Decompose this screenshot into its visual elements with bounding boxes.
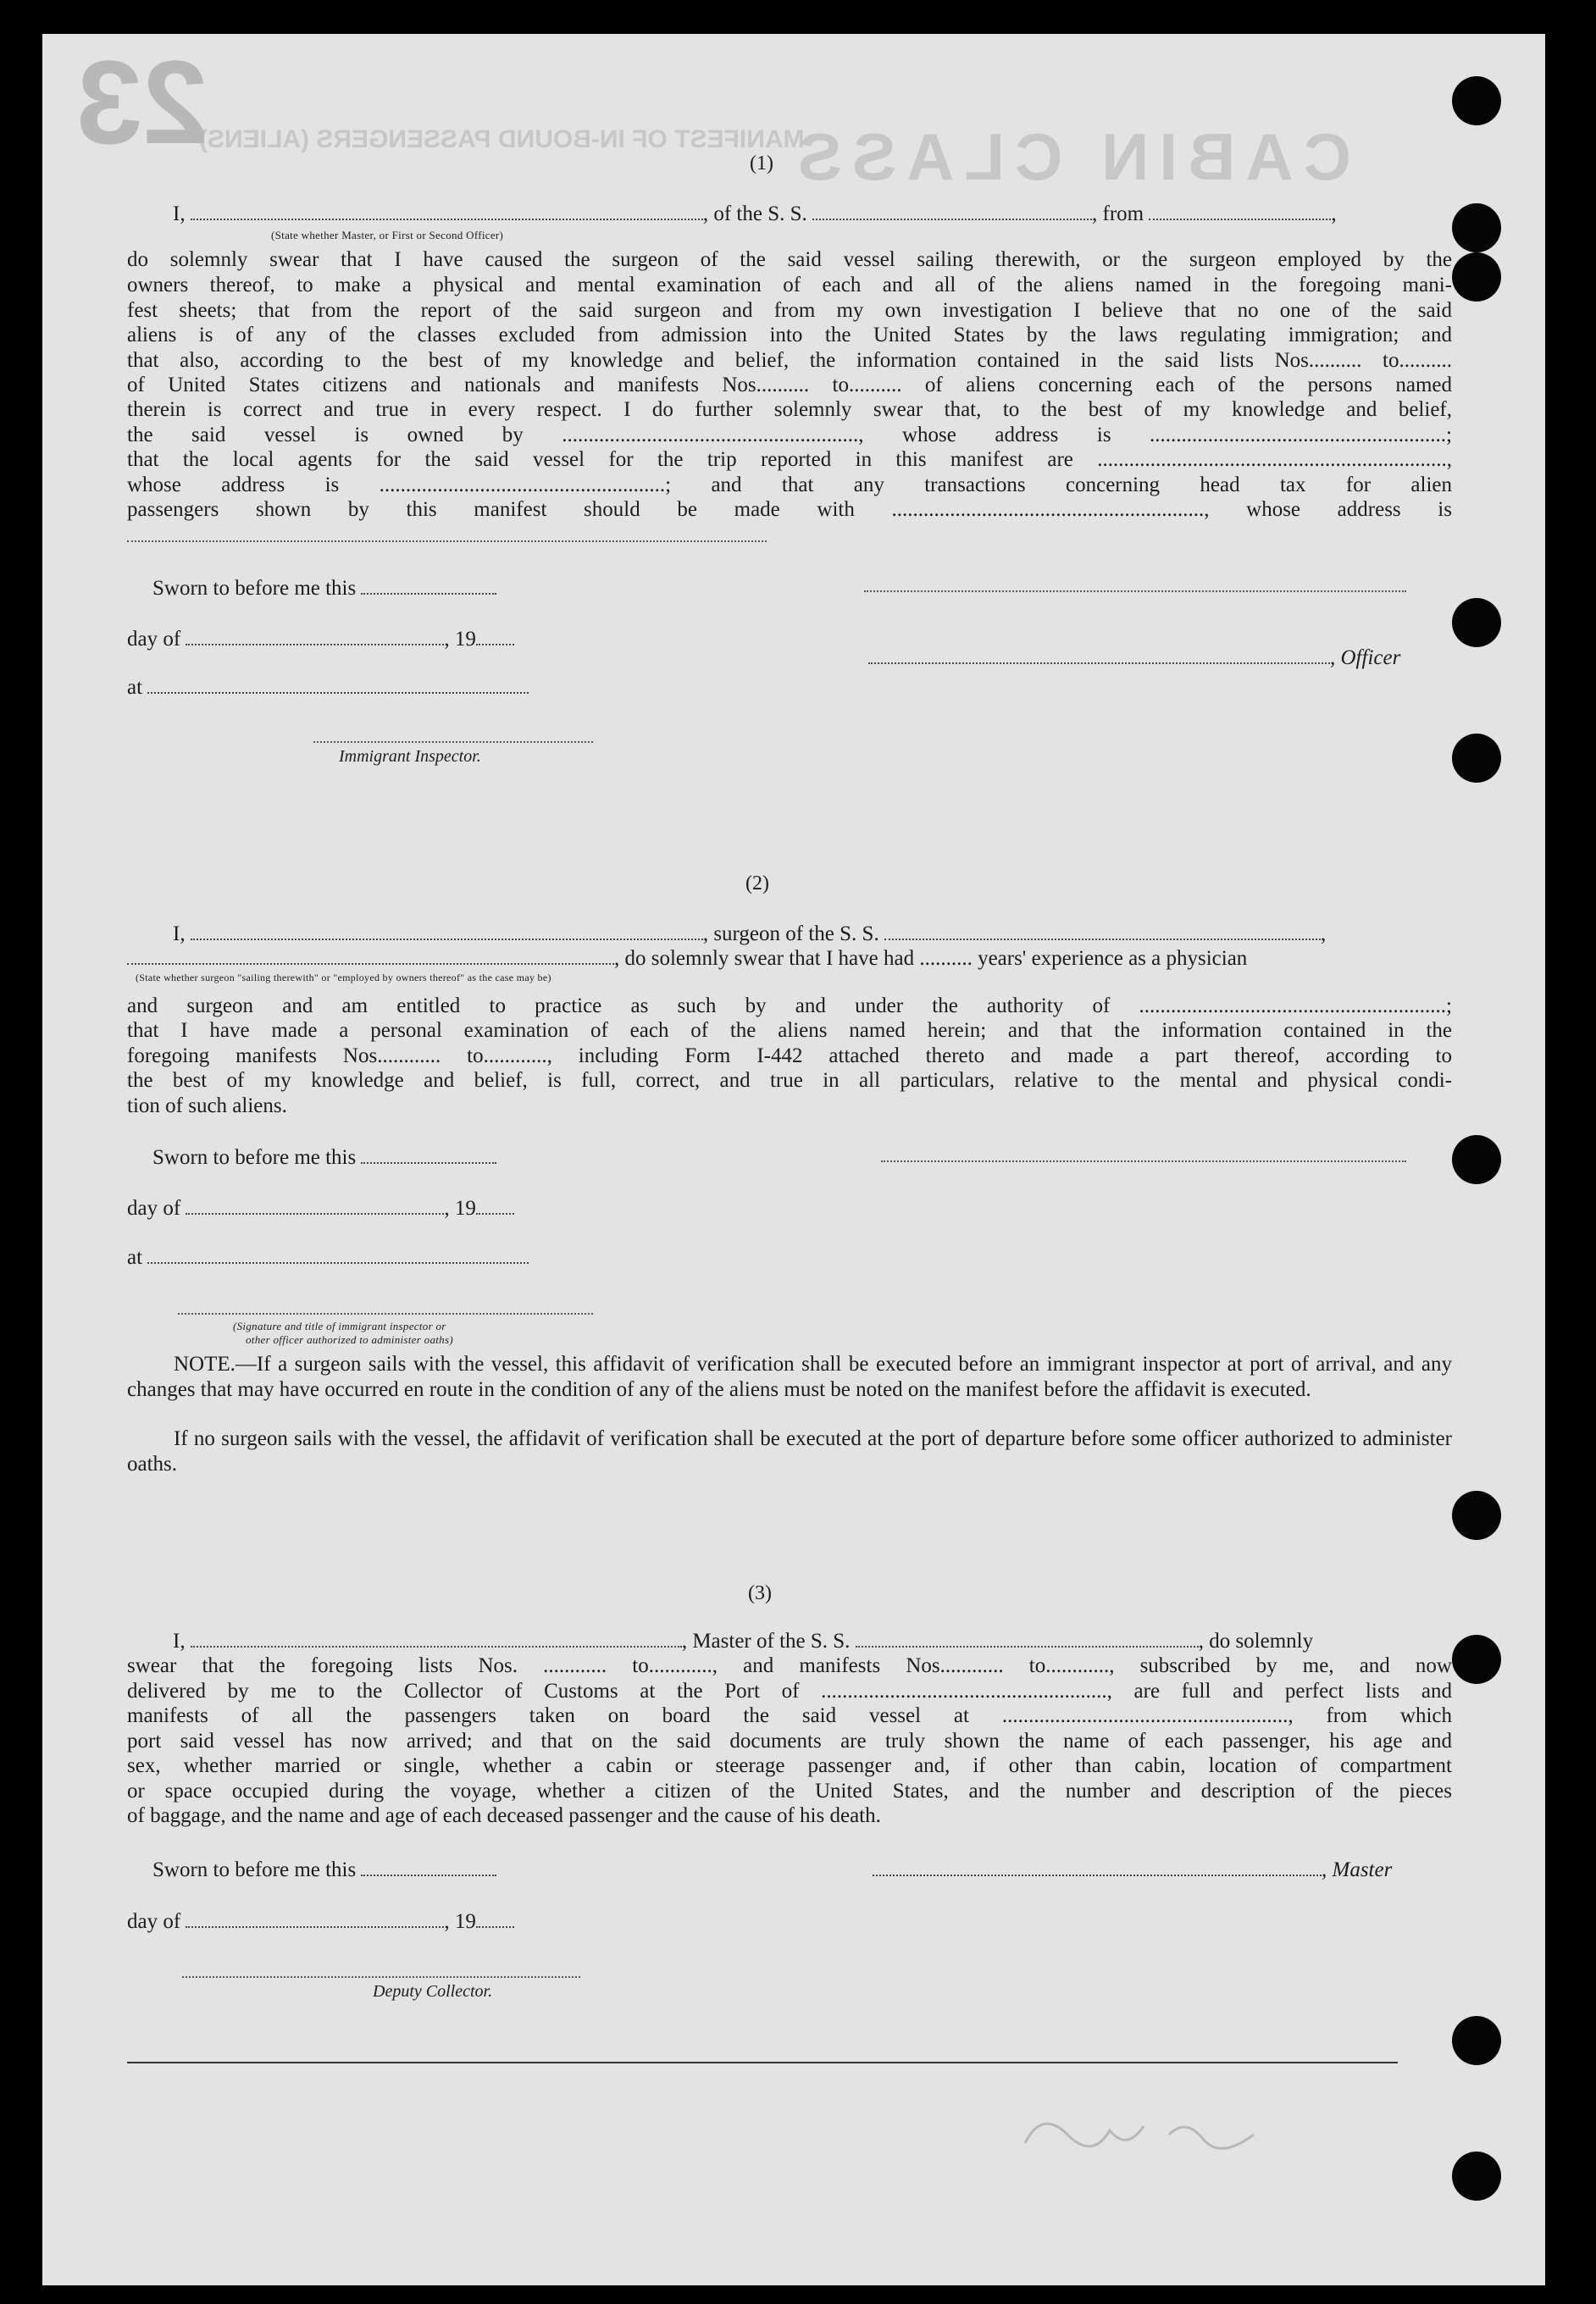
manifest-page: [42, 34, 1545, 2285]
punch-hole: [1452, 598, 1501, 647]
s1-from-field: [1149, 202, 1331, 220]
punch-hole: [1452, 2152, 1501, 2201]
s3-body-line-4: port said vessel has now arrived; and that on the said documents are truly shown the name of each passenger, his age and: [127, 1730, 1452, 1753]
punch-hole: [1452, 1135, 1501, 1184]
s3-master-sign-field: [873, 1858, 1322, 1876]
s3-master-sign-line: [873, 1858, 1392, 1883]
s1-day-label: day of: [127, 628, 181, 651]
s1-body-line-2: owners thereof, to make a physical and mental examination of each and all of the aliens named in the foregoing mani-: [127, 274, 1452, 296]
s2-surgeon-status-field: [127, 946, 614, 965]
s2-inspector-rule: [178, 1313, 593, 1315]
s3-day-field: [186, 1909, 444, 1928]
s2-note-1: NOTE.—If a surgeon sails with the vessel, this affidavit of verification shall be executed before an immigrant inspector at port of arrival, and any changes that may have occurred en route in the condition of any of the aliens must be noted on the manifest before the affidavit is executed.: [127, 1353, 1452, 1401]
s2-body-line-1: and surgeon and am entitled to practice as such by and under the authority of ..........................................................;: [127, 994, 1452, 1017]
punch-hole: [1452, 252, 1501, 302]
s1-sworn-label: Sworn to before me this: [152, 577, 357, 600]
s2-body-line-5: tion of such aliens.: [127, 1094, 287, 1117]
punch-hole: [1452, 1635, 1501, 1684]
s2-note-2: If no surgeon sails with the vessel, the affidavit of verification shall be executed at the port of departure before some officer authorized to administer oaths.: [127, 1427, 1452, 1476]
s2-day-line: [127, 1196, 514, 1221]
s3-line1: [173, 1629, 1313, 1654]
s3-day-line: [127, 1909, 514, 1935]
s3-year-field: [476, 1909, 514, 1928]
s2-sworn-line: [152, 1145, 496, 1171]
s3-master-label: , Master of the S. S.: [681, 1630, 851, 1653]
s2-signature-rule: [881, 1160, 1406, 1162]
faint-signature-scribble: [1017, 2101, 1271, 2168]
s2-year-label: , 19: [444, 1197, 476, 1220]
s2-surgeon-name-field: [191, 922, 703, 940]
s2-line1: I, , surgeon of the S. S. ,: [173, 922, 1327, 945]
s2-surgeon-label: , surgeon of the S. S.: [702, 922, 879, 945]
s3-body-line-6: or space occupied during the voyage, whether a citizen of the United States, and the number and description of the pieces: [127, 1780, 1452, 1803]
s3-i-label: I,: [173, 1630, 186, 1653]
punch-hole: [1452, 1491, 1501, 1540]
s1-sworn-line: [152, 576, 496, 601]
s1-line1: I, , of the S. S. , from ,: [173, 202, 1337, 225]
s3-solemnly-label: , do solemnly: [1198, 1630, 1314, 1653]
s1-signature-rule: [864, 590, 1406, 592]
s2-line2-text: , do solemnly swear that I have had .......... years' experience as a physician: [614, 947, 1248, 970]
s3-day-label: day of: [127, 1910, 181, 1933]
s1-body-line-10: whose address is ......................................................; and that any transactions concerning head tax for alien: [127, 474, 1452, 496]
s1-body-line-5: that also, according to the best of my knowledge and belief, the information contained in the said lists Nos.......... to..........: [127, 349, 1452, 372]
s1-inspector-label: Immigrant Inspector.: [339, 747, 481, 766]
bleed-through-cabin-class: CABIN CLASS: [788, 119, 1352, 194]
punch-hole: [1452, 2016, 1501, 2065]
s2-day-label: day of: [127, 1197, 181, 1220]
s1-of-ss-label: , of the S. S.: [702, 202, 807, 225]
s1-officer-name-field: [191, 202, 703, 220]
s1-year-field: [476, 627, 514, 645]
s1-body-line-11: passengers shown by this manifest should be made with ..........................................................., whose address is: [127, 498, 1452, 521]
section-2-number: (2): [745, 872, 769, 894]
s3-body-line-2: delivered by me to the Collector of Customs at the Port of ......................................................, are full and perfect lists and: [127, 1680, 1452, 1703]
s1-body-line-1: do solemnly swear that I have caused the surgeon of the said vessel sailing therewith, or the surgeon employed by the: [127, 248, 1452, 271]
s3-sworn-line: [152, 1858, 496, 1883]
s2-line2: [127, 946, 1247, 972]
s1-i-label: I,: [173, 202, 186, 225]
section-1-number: (1): [750, 152, 773, 174]
s1-body-line-9: that the local agents for the said vessel for the trip reported in this manifest are ..................................................................,: [127, 448, 1452, 471]
s1-from-label: , from: [1092, 202, 1144, 225]
s2-signature-note-2: other officer authorized to administer oaths): [246, 1333, 453, 1346]
s2-sworn-label: Sworn to before me this: [152, 1146, 357, 1169]
s2-body-line-3: foregoing manifests Nos............ to............, including Form I-442 attached thereto and made a part thereof, according to: [127, 1044, 1452, 1067]
s3-sworn-label: Sworn to before me this: [152, 1858, 357, 1881]
s3-body-line-5: sex, whether married or single, whether a cabin or steerage passenger and, if other than cabin, location of compartment: [127, 1754, 1452, 1777]
s3-body-line-1: swear that the foregoing lists Nos. ............ to............, and manifests Nos............ to............, subscribed by me, and now: [127, 1654, 1452, 1677]
s2-vessel-field: [884, 922, 1321, 940]
s2-at-field: [147, 1245, 529, 1264]
s1-day-line: [127, 627, 514, 652]
s3-deputy-rule: [182, 1976, 580, 1978]
section-3-number: (3): [748, 1582, 772, 1604]
s1-continuation-rule: [127, 540, 767, 542]
s1-officer-note: (State whether Master, or First or Second Officer): [271, 229, 504, 241]
s2-year-field: [476, 1196, 514, 1215]
s1-year-label: , 19: [444, 628, 476, 651]
page-number-stamp: 23: [76, 36, 208, 169]
s1-at-field: [147, 675, 529, 694]
s1-body-line-7: therein is correct and true in every respect. I do further solemnly swear that, to the best of my knowledge and belief,: [127, 398, 1452, 421]
s3-year-label: , 19: [444, 1910, 476, 1933]
s2-surgeon-note: (State whether surgeon "sailing therewith" or "employed by owners thereof" as the case may be): [136, 972, 551, 983]
punch-hole: [1452, 203, 1501, 252]
s1-at-label: at: [127, 676, 143, 699]
s3-body-line-7: of baggage, and the name and age of each deceased passenger and the cause of his death.: [127, 1804, 881, 1827]
s2-body-line-2: that I have made a personal examination of each of the aliens named herein; and that the information contained in the: [127, 1019, 1452, 1042]
bleed-through-manifest-title: MANIFEST OF IN-BOUND PASSENGERS (ALIENS): [199, 125, 805, 153]
s2-at-label: at: [127, 1246, 143, 1269]
s2-i-label: I,: [173, 922, 186, 945]
s1-sworn-field: [361, 576, 496, 595]
s2-sworn-field: [361, 1145, 496, 1164]
s1-body-line-3: fest sheets; that from the report of the said surgeon and from my own investigation I believe that no one of the said: [127, 299, 1452, 322]
s3-sworn-field: [361, 1858, 496, 1876]
s1-vessel-field: [812, 202, 1092, 220]
s3-master-name-field: [191, 1629, 682, 1648]
s1-body-line-8: the said vessel is owned by ........................................................, whose address is ........................................................;: [127, 424, 1452, 446]
s2-signature-note-1: (Signature and title of immigrant inspector or: [233, 1320, 446, 1332]
s1-officer-label: , Officer: [1330, 646, 1401, 669]
s1-body-line-6: of United States citizens and nationals and manifests Nos.......... to.......... of aliens concerning each of the persons named: [127, 374, 1452, 396]
s2-at-line: [127, 1245, 529, 1271]
s1-body-line-4: aliens is of any of the classes excluded from admission into the United States by the laws regulating immigration; and: [127, 324, 1452, 346]
s1-officer-line: [868, 645, 1400, 671]
s2-body-line-4: the best of my knowledge and belief, is full, correct, and true in all particulars, relative to the mental and physical condi-: [127, 1069, 1452, 1092]
s3-master-sign-label: , Master: [1322, 1858, 1393, 1881]
s1-at-line: [127, 675, 529, 701]
s3-body-line-3: manifests of all the passengers taken on board the said vessel at ......................................................, from which: [127, 1704, 1452, 1727]
s2-day-field: [186, 1196, 444, 1215]
s3-vessel-field: [856, 1629, 1199, 1648]
s1-officer-sign-field: [868, 645, 1330, 664]
punch-hole: [1452, 734, 1501, 783]
s3-deputy-label: Deputy Collector.: [373, 1982, 493, 2001]
s1-day-field: [186, 627, 444, 645]
bottom-rule: [127, 2062, 1398, 2063]
punch-hole: [1452, 76, 1501, 125]
s1-inspector-rule: [313, 741, 593, 743]
